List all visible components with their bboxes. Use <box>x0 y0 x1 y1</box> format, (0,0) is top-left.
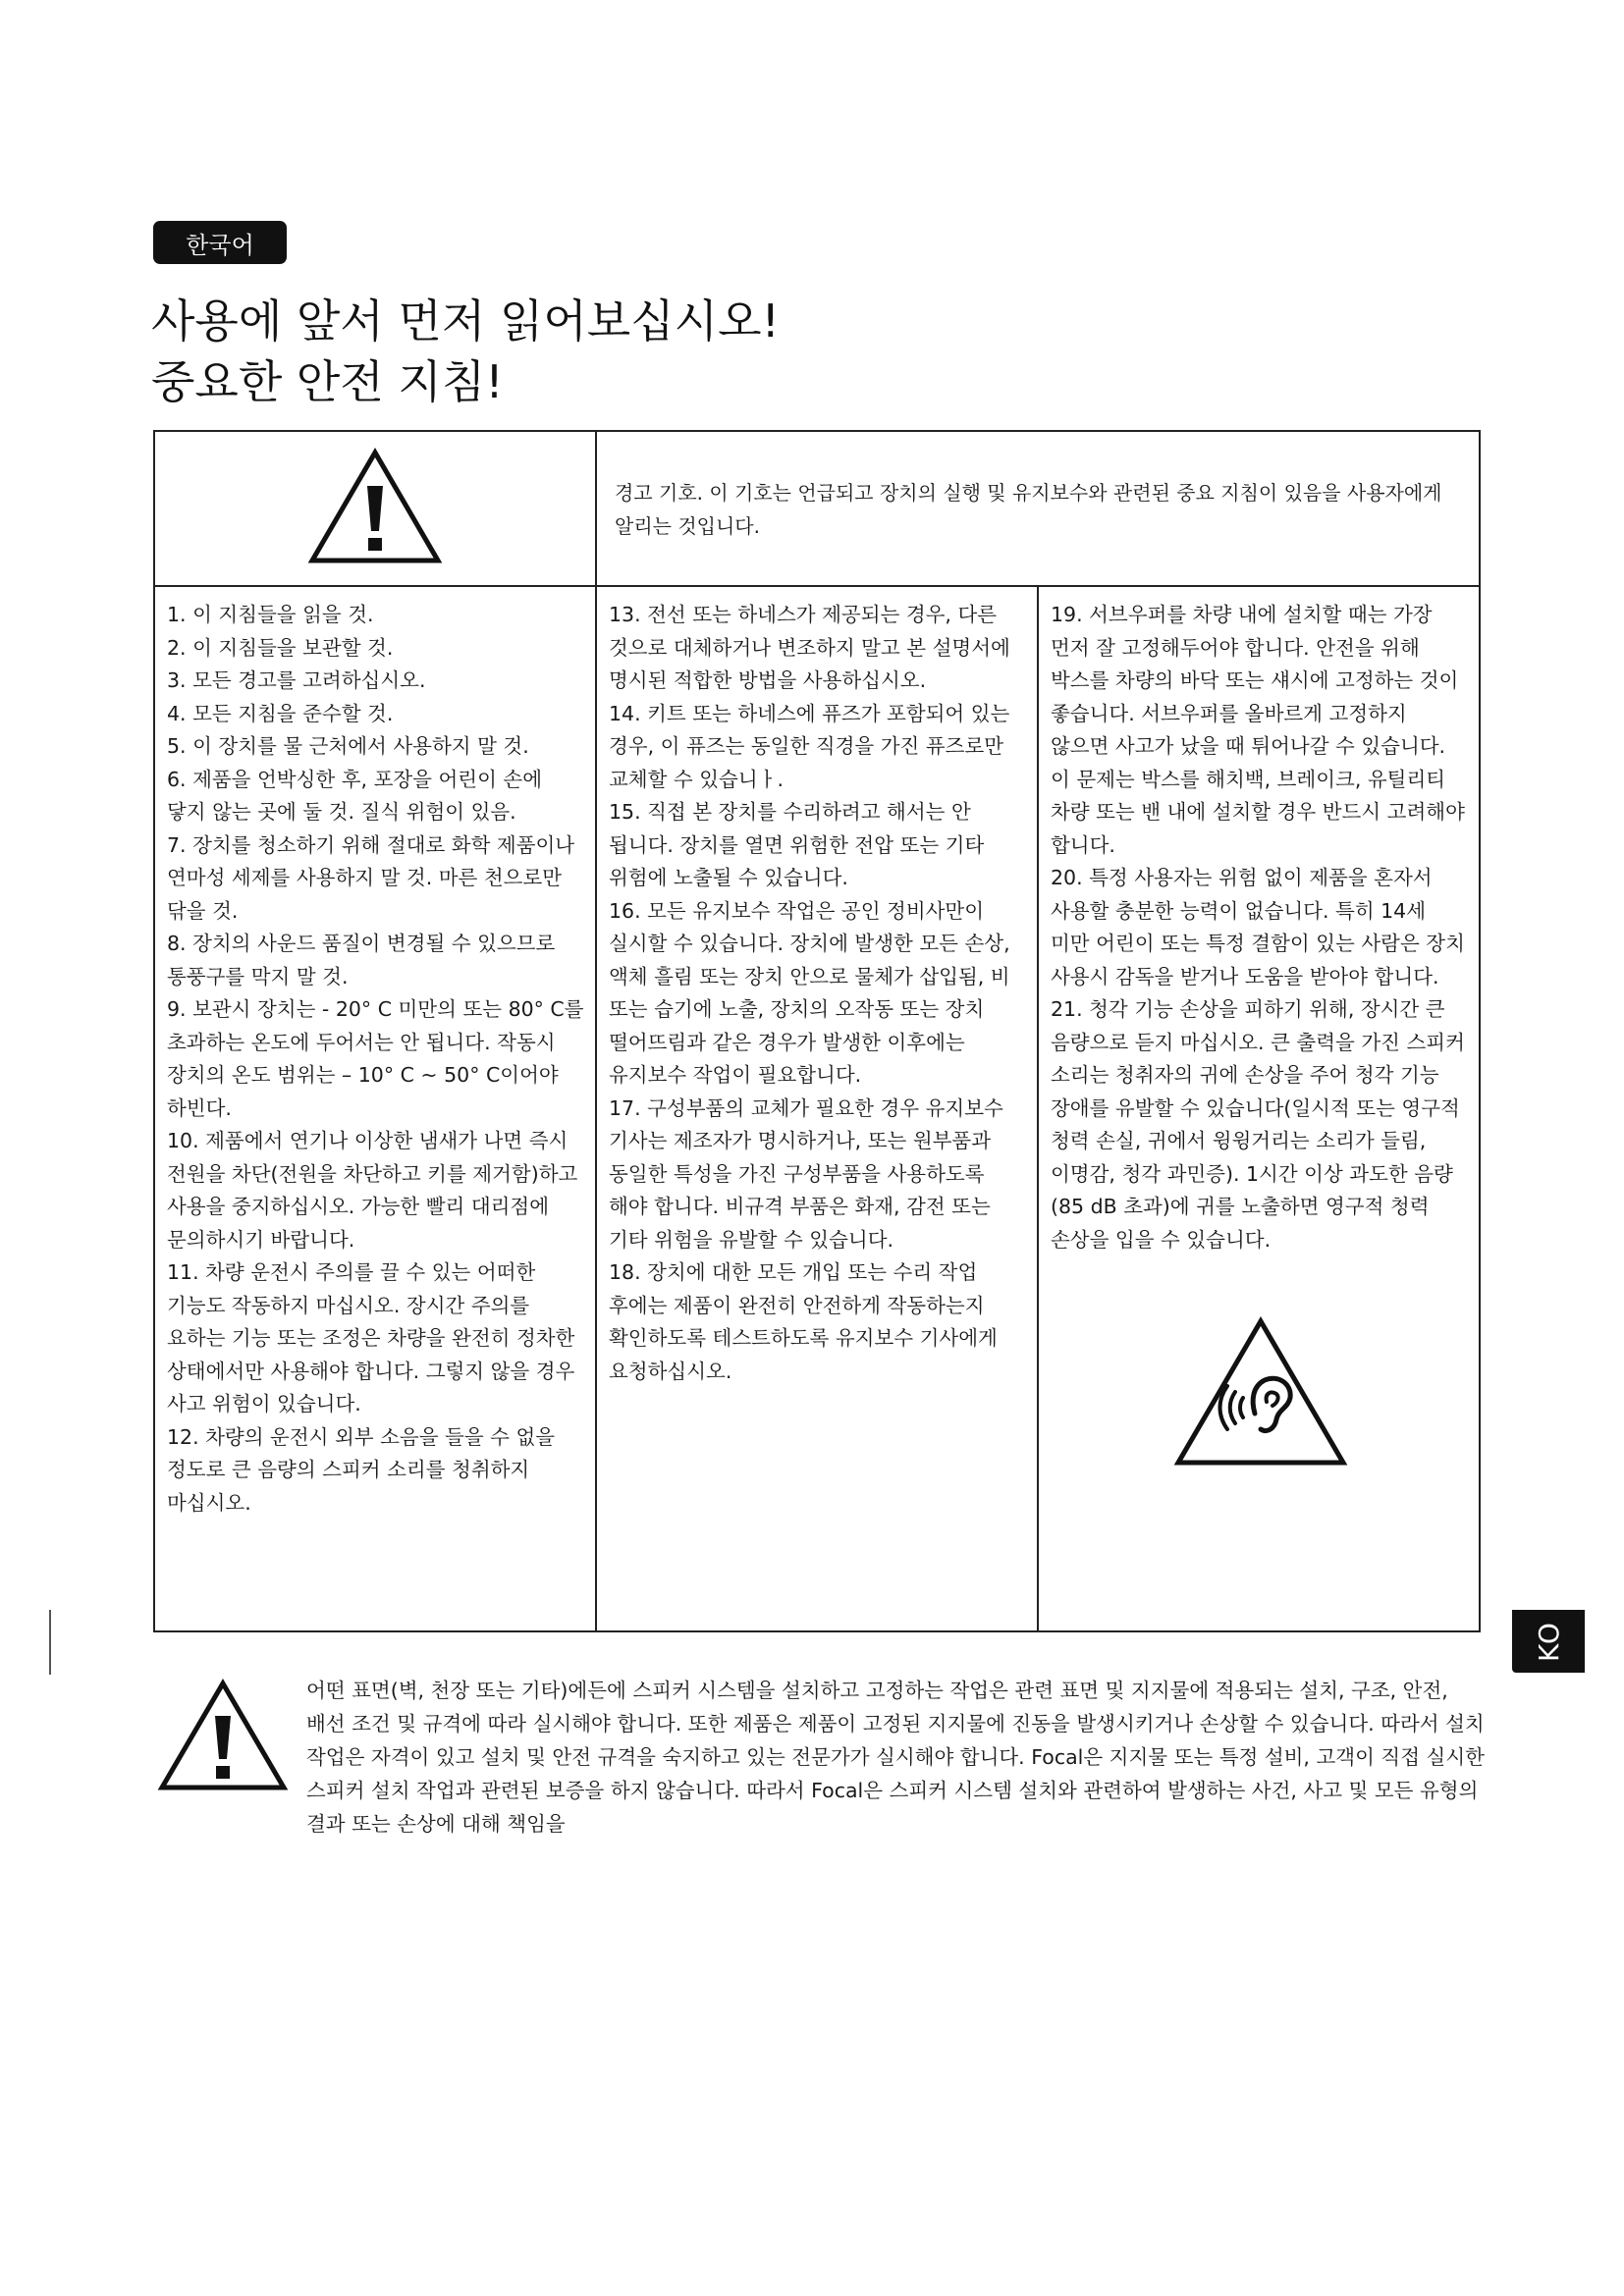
warning-description: 경고 기호. 이 기호는 언급되고 장치의 실행 및 유지보수와 관련된 중요 지침이 있음을 사용자에게 알리는 것입니다. <box>615 481 1442 538</box>
instruction-item: 21. 청각 기능 손상을 피하기 위해, 장시간 큰 음량으로 듣지 마십시오. 큰 출력을 가진 스피커 소리는 청취자의 귀에 손상을 주어 청각 기능 장애를 유발할 수 있습니다(일시적 또는 영구적 청력 손실, 귀에서 윙윙거리는 소리가 들림, 이명감, 청각 과민증). 1시간 이상 과도한 음량(85 dB 초과)에 귀를 노출하면 영구적 청력 손상을 입을 수 있습니다. <box>1051 997 1465 1252</box>
instruction-item: 5. 이 장치를 물 근처에서 사용하지 말 것. <box>167 734 529 758</box>
language-badge: 한국어 <box>153 221 287 264</box>
instructions-column-1 <box>154 586 596 1631</box>
margin-mark <box>49 1610 51 1675</box>
instruction-item: 4. 모든 지침을 준수할 것. <box>167 701 394 725</box>
installation-warning-icon-wrapper <box>157 1679 289 1796</box>
page-title <box>151 291 780 412</box>
instructions-column-2 <box>596 586 1038 1631</box>
safety-instructions-table <box>153 430 1481 1632</box>
title-line-2: 중요한 안전 지침! <box>151 355 504 408</box>
instruction-item: 10. 제품에서 연기나 이상한 냄새가 나면 즉시 전원을 차단(전원을 차단하고 키를 제거함)하고 사용을 중지하십시오. 가능한 빨리 대리점에 문의하시기 바랍니다. <box>167 1129 578 1252</box>
instruction-item: 18. 장치에 대한 모든 개입 또는 수리 작업 후에는 제품이 완전히 안전하게 작동하는지 확인하도록 테스트하도록 유지보수 기사에게 요청하십시오. <box>609 1260 998 1383</box>
side-tab-label: KO <box>1532 1621 1565 1662</box>
instruction-item: 9. 보관시 장치는 - 20° C 미만의 또는 80° C를 초과하는 온도에 두어서는 안 됩니다. 작동시 장치의 온도 범위는 – 10° C ~ 50° C이어야 하빈다. <box>167 997 584 1120</box>
instruction-item: 13. 전선 또는 하네스가 제공되는 경우, 다른 것으로 대체하거나 변조하지 말고 본 설명서에 명시된 적합한 방법을 사용하십시오. <box>609 603 1010 692</box>
hearing-damage-icon <box>1172 1315 1349 1468</box>
instruction-item: 12. 차량의 운전시 외부 소음을 들을 수 없을 정도로 큰 음량의 스피커 소리를 청취하지 마십시오. <box>167 1424 556 1515</box>
instruction-item: 7. 장치를 청소하기 위해 절대로 화학 제품이나 연마성 세제를 사용하지 말 것. 마른 천으로만 닦을 것. <box>167 832 575 923</box>
instruction-item: 1. 이 지침들을 읽을 것. <box>167 603 374 626</box>
installation-notice: 어떤 표면(벽, 천장 또는 기타)에든에 스피커 시스템을 설치하고 고정하는 작업은 관련 표면 및 지지물에 적용되는 설치, 구조, 안전, 배선 조건 및 규격에 따라 실시해야 합니다. 또한 제품은 제품이 고정된 지지물에 진동을 발생시키거나 손상할 수 있습니다. 따라서 설치 작업은 자격이 있고 설치 및 안전 규격을 숙지하고 있는 전문가가 실시해야 합니다. Focal은 지지물 또는 특정 설비, 고객이 직접 실시한 스피커 설치 작업과 관련된 보증을 하지 않습니다. 따라서 Focal은 스피커 시스템 설치와 관련하여 발생하는 사건, 사고 및 모든 유형의 결과 또는 손상에 대해 책임을 <box>306 1679 1485 1836</box>
warning-triangle-icon <box>306 447 444 566</box>
warning-triangle-icon <box>157 1679 289 1792</box>
instruction-item: 15. 직접 본 장치를 수리하려고 해서는 안 됩니다. 장치를 열면 위험한 전압 또는 기타 위험에 노출될 수 있습니다. <box>609 800 985 889</box>
instruction-item: 17. 구성부품의 교체가 필요한 경우 유지보수 기사는 제조자가 명시하거나, 또는 원부품과 동일한 특성을 가진 구성부품을 사용하도록 해야 합니다. 비규격 부품은 화재, 감전 또는 기타 위험을 유발할 수 있습니다. <box>609 1095 1003 1252</box>
instruction-item: 11. 차량 운전시 주의를 끌 수 있는 어떠한 기능도 작동하지 마십시오. 장시간 주의를 요하는 기능 또는 조정은 차량을 완전히 정차한 상태에서만 사용해야 합니다. 그렇지 않을 경우 사고 위험이 있습니다. <box>167 1260 575 1415</box>
title-line-1: 사용에 앞서 먼저 읽어보십시오! <box>151 294 780 347</box>
instruction-item: 3. 모든 경고를 고려하십시오. <box>167 668 426 692</box>
instruction-item: 20. 특정 사용자는 위험 없이 제품을 혼자서 사용할 충분한 능력이 없습니다. 특히 14세 미만 어린이 또는 특정 결함이 있는 사람은 장치 사용시 감독을 받거나 도움을 받아야 합니다. <box>1051 866 1465 988</box>
instruction-item: 2. 이 지침들을 보관할 것. <box>167 635 394 660</box>
instruction-item: 19. 서브우퍼를 차량 내에 설치할 때는 가장 먼저 잘 고정해두어야 합니다. 안전을 위해 박스를 차량의 바닥 또는 섀시에 고정하는 것이 좋습니다. 서브우퍼를 올바르게 고정하지 않으면 사고가 났을 때 튀어나갈 수 있습니다. 이 문제는 박스를 해치백, 브레이크, 유틸리티 차량 또는 밴 내에 설치할 경우 반드시 고려해야 합니다. <box>1051 603 1465 857</box>
warning-description-cell <box>596 431 1480 586</box>
instruction-item: 14. 키트 또는 하네스에 퓨즈가 포함되어 있는 경우, 이 퓨즈는 동일한 직경을 가진 퓨즈로만 교체할 수 있습니ㅏ. <box>609 701 1010 791</box>
instruction-item: 6. 제품을 언박싱한 후, 포장을 어린이 손에 닿지 않는 곳에 둘 것. 질식 위험이 있음. <box>167 767 543 824</box>
language-side-tab <box>1512 1610 1585 1673</box>
instruction-item: 8. 장치의 사운드 품질이 변경될 수 있으므로 통풍구를 막지 말 것. <box>167 932 556 988</box>
warning-symbol-cell <box>154 431 596 586</box>
instructions-column-3 <box>1038 586 1480 1631</box>
instruction-item: 16. 모든 유지보수 작업은 공인 정비사만이 실시할 수 있습니다. 장치에 발생한 모든 손상, 액체 흘림 또는 장치 안으로 물체가 삽입됨, 비 또는 습기에 노출, 장치의 오작동 또는 장치 떨어뜨림과 같은 경우가 발생한 이후에는 유지보수 작업이 필요합니다. <box>609 898 1010 1087</box>
